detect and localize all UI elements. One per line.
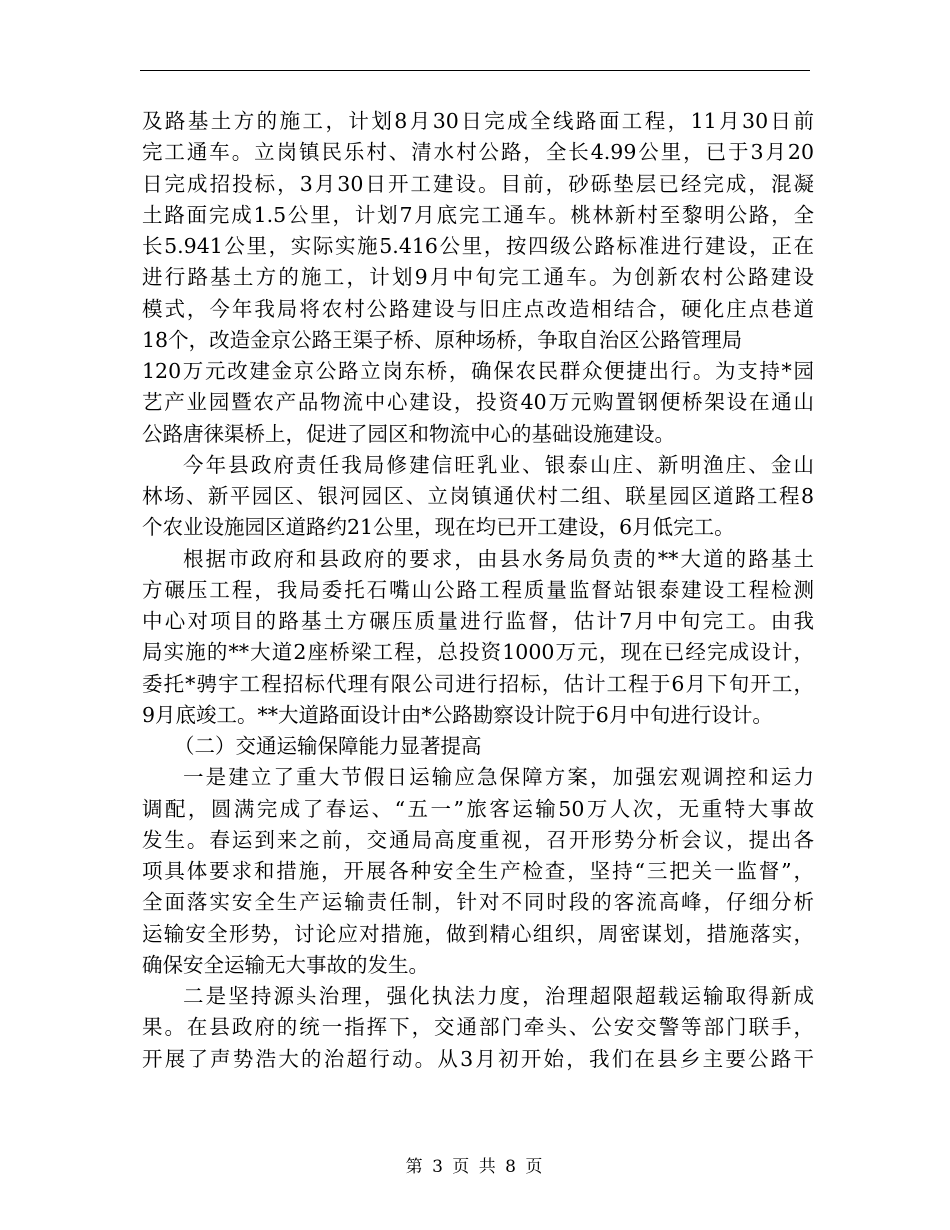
text-line: 模式，今年我局将农村公路建设与旧庄点改造相结合，硬化庄点巷道	[142, 296, 814, 321]
text-line: 项具体要求和措施，开展各种安全生产检查，坚持“三把关一监督”，	[142, 859, 814, 883]
header-rule	[140, 70, 810, 71]
text-line: 土路面完成1.5公里，计划7月底完工通车。桃林新村至黎明公路，全	[142, 202, 814, 227]
paragraph-start-line: 今年县政府责任我局修建信旺乳业、银泰山庄、新明渔庄、金山	[183, 452, 814, 477]
text-line: 调配，圆满完成了春运、“五一”旅客运输50万人次，无重特大事故	[142, 796, 814, 821]
text-line: 确保安全运输无大事故的发生。	[142, 952, 429, 977]
text-line: 9月底竣工。**大道路面设计由*公路勘察设计院于6月中旬进行设计。	[142, 702, 773, 727]
text-line: 运输安全形势，讨论应对措施，做到精心组织，周密谋划，措施落实，	[142, 921, 814, 946]
text-line: 公路唐徕渠桥上，促进了园区和物流中心的基础设施建设。	[142, 421, 675, 446]
text-line: 日完成招投标，3月30日开工建设。目前，砂砾垫层已经完成，混凝	[142, 171, 814, 196]
text-line: 中心对项目的路基土方碾压质量进行监督，估计7月中旬完工。由我	[142, 609, 814, 633]
paragraph-start-line: 一是建立了重大节假日运输应急保障方案，加强宏观调控和运力	[183, 765, 814, 790]
section-heading: （二）交通运输保障能力显著提高	[174, 734, 482, 758]
text-line: 方碾压工程，我局委托石嘴山公路工程质量监督站银泰建设工程检测	[142, 577, 814, 602]
paragraph-start-line: 二是坚持源头治理，强化执法力度，治理超限超载运输取得新成	[183, 984, 814, 1008]
text-line: 委托*骋宇工程招标代理有限公司进行招标，估计工程于6月下旬开工，	[142, 671, 814, 696]
text-line: 开展了声势浩大的治超行动。从3月初开始，我们在县乡主要公路干	[142, 1046, 814, 1071]
text-line: 林场、新平园区、银河园区、立岗镇通伏村二组、联星园区道路工程8	[142, 484, 814, 508]
text-line: 果。在县政府的统一指挥下，交通部门牵头、公安交警等部门联手，	[142, 1015, 814, 1040]
text-line: 完工通车。立岗镇民乐村、清水村公路，全长4.99公里，已于3月20	[142, 140, 814, 165]
text-line: 个农业设施园区道路约21公里，现在均已开工建设，6月低完工。	[142, 515, 735, 540]
paragraph-start-line: 根据市政府和县政府的要求，由县水务局负责的**大道的路基土	[183, 546, 814, 571]
text-line: 进行路基土方的施工，计划9月中旬完工通车。为创新农村公路建设	[142, 265, 814, 290]
text-line: 局实施的**大道2座桥梁工程，总投资1000万元，现在已经完成设计，	[142, 640, 814, 665]
text-line: 发生。春运到来之前，交通局高度重视，召开形势分析会议，提出各	[142, 827, 814, 852]
page-number-footer: 第 3 页 共 8 页	[405, 1157, 545, 1177]
text-line: 120万元改建金京公路立岗东桥，确保农民群众便捷出行。为支持*园	[142, 359, 814, 383]
text-line: 全面落实安全生产运输责任制，针对不同时段的客流高峰，仔细分析	[142, 890, 814, 915]
text-line: 及路基土方的施工，计划8月30日完成全线路面工程，11月30日前	[142, 109, 814, 133]
text-line: 长5.941公里，实际实施5.416公里，按四级公路标准进行建设，正在	[142, 234, 814, 258]
text-line: 18个，改造金京公路王渠子桥、原种场桥，争取自治区公路管理局	[142, 327, 743, 352]
document-body	[142, 106, 814, 1075]
text-line: 艺产业园暨农产品物流中心建设，投资40万元购置钢便桥架设在通山	[142, 390, 814, 415]
